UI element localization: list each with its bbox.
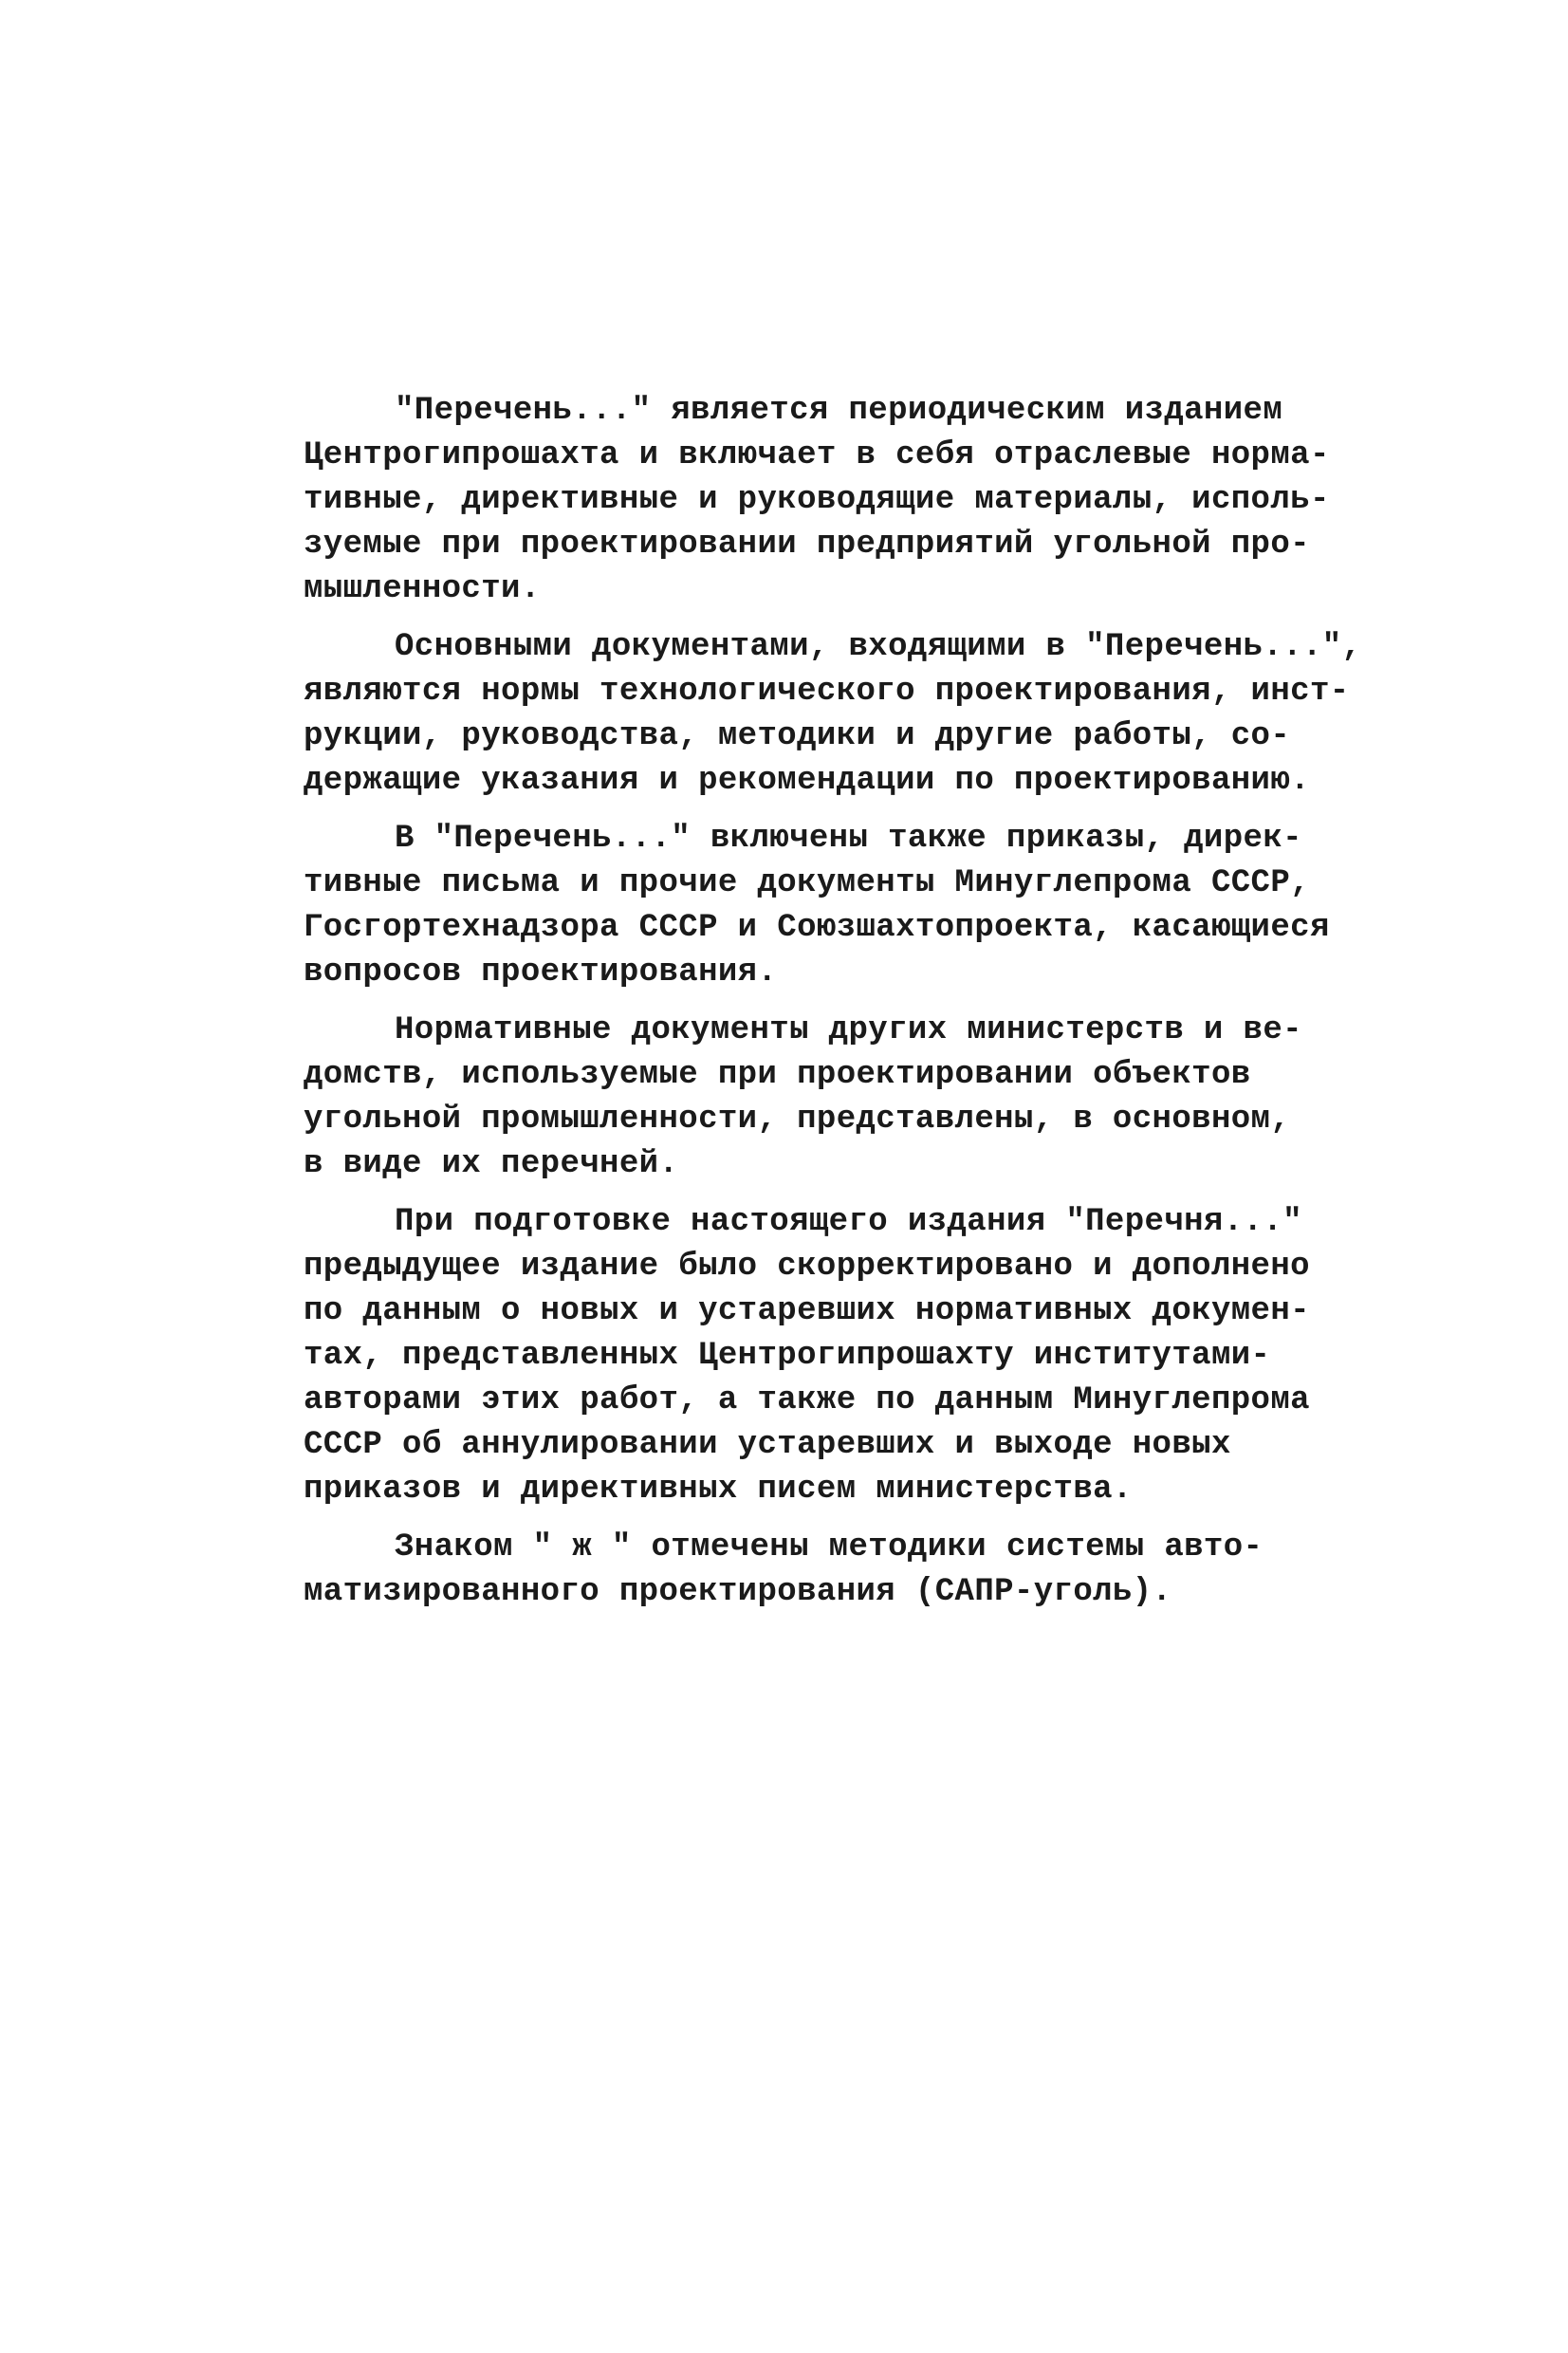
- text-line: В "Перечень..." включены также приказы, дирек-: [395, 821, 1302, 857]
- text-line: вопросов проектирования.: [304, 954, 778, 991]
- text-line: "Перечень..." является периодическим изданием: [395, 393, 1283, 429]
- text-line: тивные, директивные и руководящие материалы, исполь-: [304, 482, 1330, 518]
- text-line: мышленности.: [304, 571, 541, 607]
- paragraph-5: [304, 1200, 1310, 1512]
- text-line: приказов и директивных писем министерства.: [304, 1472, 1133, 1508]
- text-line: При подготовке настоящего издания "Перечня...": [395, 1204, 1302, 1240]
- paragraph-2: [304, 625, 1362, 804]
- text-line: угольной промышленности, представлены, в основном,: [304, 1102, 1291, 1138]
- text-line: по данным о новых и устаревших нормативных докумен-: [304, 1293, 1310, 1329]
- text-line: тивные письма и прочие документы Минуглепрома СССР,: [304, 865, 1310, 901]
- text-line: авторами этих работ, а также по данным Минуглепрома: [304, 1382, 1310, 1418]
- preface-text: [304, 389, 1362, 1628]
- paragraph-6: [304, 1526, 1290, 1615]
- paragraph-4: [304, 1009, 1302, 1187]
- text-line: Знаком " ж " отмечены методики системы авто-: [395, 1529, 1264, 1566]
- text-line: зуемые при проектировании предприятий угольной про-: [304, 527, 1310, 563]
- text-line: держащие указания и рекомендации по проектированию.: [304, 763, 1310, 799]
- text-line: тах, представленных Центрогипрошахту институтами-: [304, 1338, 1271, 1374]
- text-line: являются нормы технологического проектирования, инст-: [304, 674, 1350, 710]
- paragraph-3: [304, 817, 1330, 995]
- text-line: в виде их перечней.: [304, 1146, 679, 1182]
- text-line: Госгортехнадзора СССР и Союзшахтопроекта, касающиеся: [304, 910, 1330, 946]
- text-line: рукции, руководства, методики и другие работы, со-: [304, 718, 1291, 754]
- paragraph-1: [304, 389, 1330, 612]
- text-line: Основными документами, входящими в "Перечень...",: [395, 629, 1362, 665]
- text-line: Центрогипрошахта и включает в себя отраслевые норма-: [304, 437, 1330, 473]
- text-line: домств, используемые при проектировании объектов: [304, 1057, 1251, 1093]
- text-line: предыдущее издание было скорректировано и дополнено: [304, 1249, 1310, 1285]
- text-line: СССР об аннулировании устаревших и выходе новых: [304, 1427, 1231, 1463]
- text-line: матизированного проектирования (САПР-уголь).: [304, 1574, 1172, 1610]
- text-line: Нормативные документы других министерств и ве-: [395, 1012, 1302, 1048]
